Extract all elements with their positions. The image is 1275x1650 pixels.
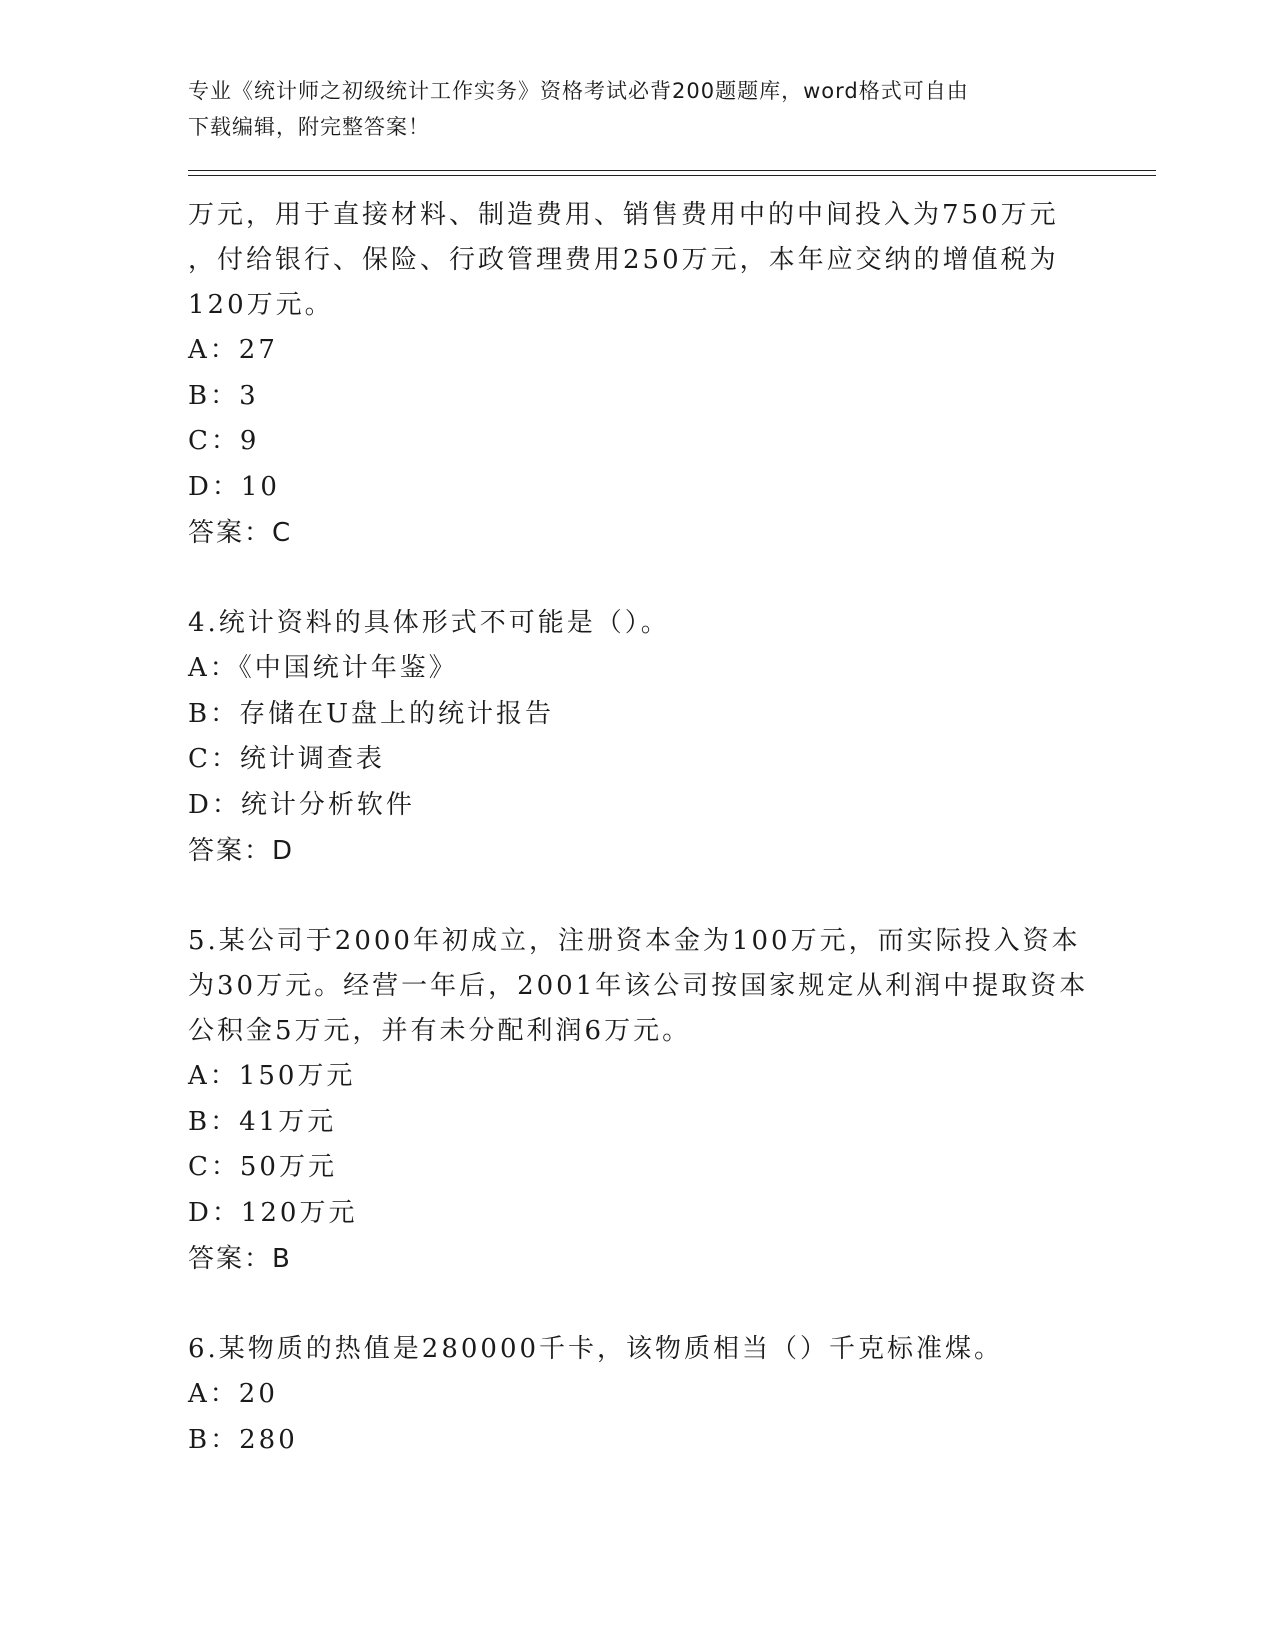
question-3 bbox=[188, 193, 1088, 556]
option-a: A：150万元 bbox=[188, 1061, 356, 1091]
question-6 bbox=[188, 1327, 1088, 1463]
question-text-line: 万元，用于直接材料、制造费用、销售费用中的中间投入为750万元 bbox=[188, 200, 1059, 230]
question-text-line: ，付给银行、保险、行政管理费用250万元，本年应交纳的增值税为 bbox=[188, 245, 1059, 275]
question-5 bbox=[188, 919, 1088, 1282]
answer-line: 答案：C bbox=[188, 518, 293, 548]
option-c: C：统计调查表 bbox=[188, 744, 385, 774]
option-b: B：3 bbox=[188, 380, 259, 411]
option-b: B：41万元 bbox=[188, 1106, 337, 1137]
question-list bbox=[188, 193, 1088, 1463]
option-b: B：存储在U盘上的统计报告 bbox=[188, 698, 555, 729]
question-title: 5.某公司于2000年初成立，注册资本金为100万元，而实际投入资本 bbox=[188, 926, 1081, 956]
question-text-line: 公积金5万元，并有未分配利润6万元。 bbox=[188, 1016, 692, 1046]
option-c: C：50万元 bbox=[188, 1152, 337, 1182]
option-a: A：20 bbox=[188, 1379, 278, 1409]
option-d: D：统计分析软件 bbox=[188, 789, 415, 820]
option-b: B：280 bbox=[188, 1424, 298, 1455]
option-c: C：9 bbox=[188, 426, 260, 456]
option-a: A：《中国统计年鉴》 bbox=[188, 653, 458, 683]
option-a: A：27 bbox=[188, 335, 278, 365]
question-4 bbox=[188, 601, 1088, 874]
header-rule-bottom bbox=[188, 175, 1156, 176]
question-title: 6.某物质的热值是280000千卡，该物质相当（）千克标准煤。 bbox=[188, 1334, 1004, 1364]
document-header bbox=[188, 73, 1068, 145]
answer-line: 答案：B bbox=[188, 1244, 292, 1274]
header-rule-top bbox=[188, 170, 1156, 171]
question-text-line: 120万元。 bbox=[188, 290, 334, 320]
option-d: D：10 bbox=[188, 471, 280, 502]
question-text-line: 为30万元。经营一年后，2001年该公司按国家规定从利润中提取资本 bbox=[188, 971, 1089, 1001]
header-line-1: 专业《统计师之初级统计工作实务》资格考试必背200题题库，word格式可自由 bbox=[188, 79, 969, 103]
header-line-2: 下载编辑，附完整答案！ bbox=[188, 115, 430, 139]
question-title: 4.统计资料的具体形式不可能是（）。 bbox=[188, 608, 670, 638]
option-d: D：120万元 bbox=[188, 1197, 358, 1228]
answer-line: 答案：D bbox=[188, 836, 295, 866]
